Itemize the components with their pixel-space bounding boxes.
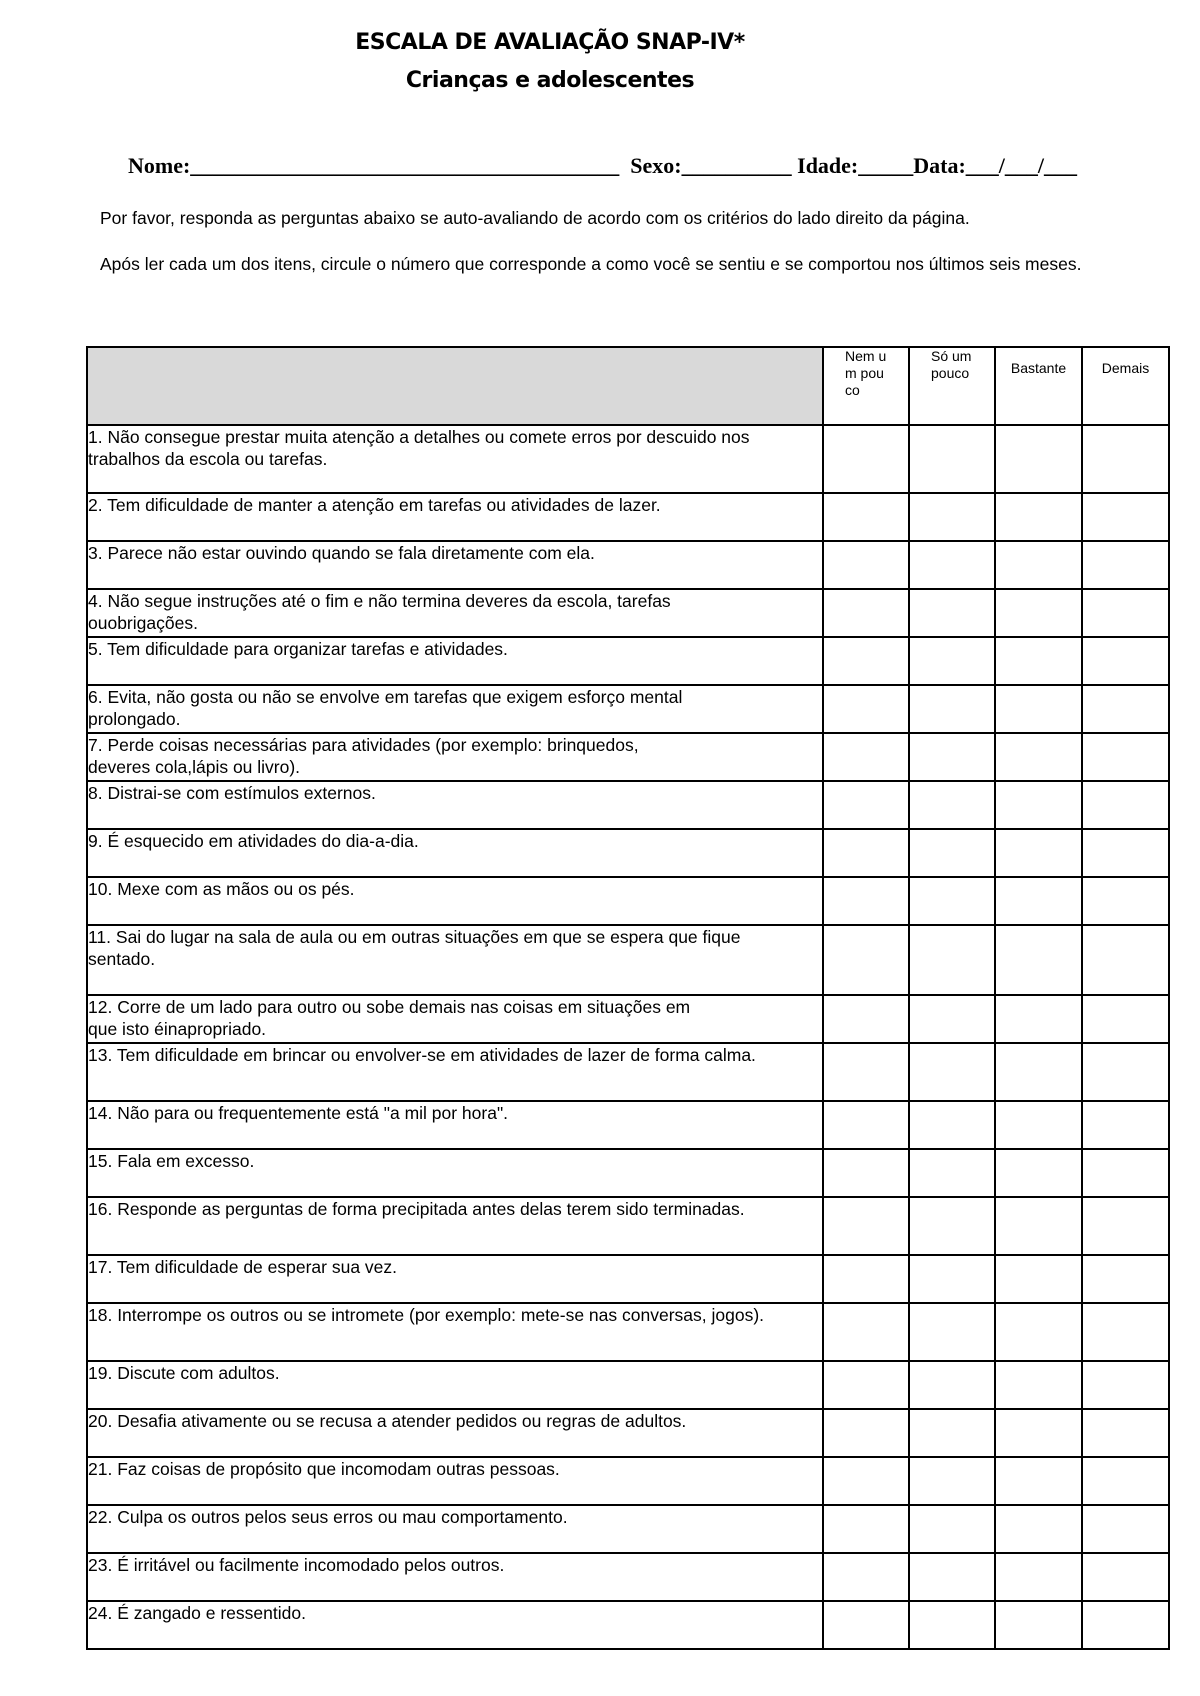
answer-cell-nem-um-pouco[interactable] — [823, 541, 909, 589]
question-row — [87, 733, 1169, 781]
answer-cell-demais[interactable] — [1082, 1457, 1169, 1505]
answer-cell-nem-um-pouco[interactable] — [823, 733, 909, 781]
column-header-demais: Demais — [1082, 347, 1169, 425]
question-row — [87, 1043, 1169, 1101]
question-row — [87, 995, 1169, 1043]
header-blank-cell — [87, 347, 823, 425]
answer-cell-demais[interactable] — [1082, 1043, 1169, 1101]
answer-cell-bastante[interactable] — [995, 995, 1082, 1043]
answer-cell-nem-um-pouco[interactable] — [823, 1505, 909, 1553]
answer-cell-bastante[interactable] — [995, 1043, 1082, 1101]
answer-cell-nem-um-pouco[interactable] — [823, 781, 909, 829]
answer-cell-nem-um-pouco[interactable] — [823, 589, 909, 637]
answer-cell-demais[interactable] — [1082, 995, 1169, 1043]
question-row — [87, 1101, 1169, 1149]
answer-cell-bastante[interactable] — [995, 1601, 1082, 1649]
answer-cell-bastante[interactable] — [995, 541, 1082, 589]
question-row — [87, 1553, 1169, 1601]
answer-cell-so-um-pouco[interactable] — [909, 1361, 995, 1409]
instruction-2: Após ler cada um dos itens, circule o número que corresponde a como você se sentiu e se comportou nos últimos seis meses. — [100, 254, 1082, 274]
question-text: 21. Faz coisas de propósito que incomodam outras pessoas. — [87, 1457, 823, 1505]
answer-cell-bastante[interactable] — [995, 1457, 1082, 1505]
answer-cell-bastante[interactable] — [995, 925, 1082, 995]
answer-cell-demais[interactable] — [1082, 1101, 1169, 1149]
column-header-nem-um-pouco: Nem um pouco — [823, 347, 909, 425]
answer-cell-nem-um-pouco[interactable] — [823, 493, 909, 541]
answer-cell-bastante[interactable] — [995, 1197, 1082, 1255]
answer-cell-so-um-pouco[interactable] — [909, 1553, 995, 1601]
answer-cell-so-um-pouco[interactable] — [909, 1303, 995, 1361]
question-text: 17. Tem dificuldade de esperar sua vez. — [87, 1255, 823, 1303]
question-text: 15. Fala em excesso. — [87, 1149, 823, 1197]
answer-cell-demais[interactable] — [1082, 877, 1169, 925]
answer-cell-demais[interactable] — [1082, 1361, 1169, 1409]
answer-cell-bastante[interactable] — [995, 685, 1082, 733]
question-text: 3. Parece não estar ouvindo quando se fala diretamente com ela. — [87, 541, 823, 589]
answer-cell-bastante[interactable] — [995, 877, 1082, 925]
respondent-fields: Nome:_______________________________________ Sexo:__________ Idade:_____Data:___/___/___ — [128, 153, 1078, 178]
question-text: 11. Sai do lugar na sala de aula ou em outras situações em que se espera que fique sentado. — [87, 925, 823, 995]
answer-cell-demais[interactable] — [1082, 1197, 1169, 1255]
question-text: 10. Mexe com as mãos ou os pés. — [87, 877, 823, 925]
question-row — [87, 541, 1169, 589]
question-text: 2. Tem dificuldade de manter a atenção em tarefas ou atividades de lazer. — [87, 493, 823, 541]
answer-cell-demais[interactable] — [1082, 541, 1169, 589]
answer-cell-bastante[interactable] — [995, 1505, 1082, 1553]
question-row — [87, 877, 1169, 925]
answer-cell-bastante[interactable] — [995, 1149, 1082, 1197]
question-row — [87, 1505, 1169, 1553]
question-row — [87, 493, 1169, 541]
answer-cell-nem-um-pouco[interactable] — [823, 1553, 909, 1601]
question-row — [87, 1149, 1169, 1197]
answer-cell-so-um-pouco[interactable] — [909, 781, 995, 829]
answer-cell-nem-um-pouco[interactable] — [823, 637, 909, 685]
answer-cell-so-um-pouco[interactable] — [909, 1255, 995, 1303]
form-title: ESCALA DE AVALIAÇÃO SNAP-IV* — [355, 30, 745, 55]
answer-cell-demais[interactable] — [1082, 1149, 1169, 1197]
question-text: 4. Não segue instruções até o fim e não termina deveres da escola, tarefas ouobrigações. — [87, 589, 823, 637]
answer-cell-so-um-pouco[interactable] — [909, 1601, 995, 1649]
question-row — [87, 589, 1169, 637]
question-row — [87, 1303, 1169, 1361]
answer-cell-bastante[interactable] — [995, 493, 1082, 541]
answer-cell-so-um-pouco[interactable] — [909, 1197, 995, 1255]
answer-cell-nem-um-pouco[interactable] — [823, 829, 909, 877]
answer-cell-bastante[interactable] — [995, 425, 1082, 493]
answer-cell-nem-um-pouco[interactable] — [823, 1409, 909, 1457]
answer-cell-nem-um-pouco[interactable] — [823, 1255, 909, 1303]
answer-cell-nem-um-pouco[interactable] — [823, 1303, 909, 1361]
answer-cell-so-um-pouco[interactable] — [909, 541, 995, 589]
question-text: 18. Interrompe os outros ou se intromete (por exemplo: mete-se nas conversas, jogos). — [87, 1303, 823, 1361]
question-text: 7. Perde coisas necessárias para atividades (por exemplo: brinquedos, deveres cola,lápis ou livro). — [87, 733, 823, 781]
answer-cell-so-um-pouco[interactable] — [909, 1043, 995, 1101]
answer-cell-nem-um-pouco[interactable] — [823, 925, 909, 995]
answer-cell-nem-um-pouco[interactable] — [823, 425, 909, 493]
form-subtitle: Crianças e adolescentes — [405, 68, 695, 93]
answer-cell-demais[interactable] — [1082, 1553, 1169, 1601]
column-header-bastante: Bastante — [995, 347, 1082, 425]
answer-cell-demais[interactable] — [1082, 589, 1169, 637]
answer-cell-so-um-pouco[interactable] — [909, 995, 995, 1043]
rating-table — [86, 346, 1170, 1650]
answer-cell-demais[interactable] — [1082, 1505, 1169, 1553]
question-row — [87, 1255, 1169, 1303]
question-text: 19. Discute com adultos. — [87, 1361, 823, 1409]
answer-cell-bastante[interactable] — [995, 733, 1082, 781]
answer-cell-demais[interactable] — [1082, 829, 1169, 877]
question-row — [87, 1457, 1169, 1505]
question-row — [87, 829, 1169, 877]
answer-cell-demais[interactable] — [1082, 1255, 1169, 1303]
answer-cell-demais[interactable] — [1082, 685, 1169, 733]
answer-cell-nem-um-pouco[interactable] — [823, 1101, 909, 1149]
question-row — [87, 1601, 1169, 1649]
answer-cell-demais[interactable] — [1082, 781, 1169, 829]
question-text: 13. Tem dificuldade em brincar ou envolver-se em atividades de lazer de forma calma. — [87, 1043, 823, 1101]
answer-cell-bastante[interactable] — [995, 829, 1082, 877]
answer-cell-so-um-pouco[interactable] — [909, 1505, 995, 1553]
answer-cell-so-um-pouco[interactable] — [909, 925, 995, 995]
answer-cell-demais[interactable] — [1082, 1303, 1169, 1361]
answer-cell-bastante[interactable] — [995, 781, 1082, 829]
answer-cell-so-um-pouco[interactable] — [909, 1409, 995, 1457]
answer-cell-bastante[interactable] — [995, 637, 1082, 685]
answer-cell-nem-um-pouco[interactable] — [823, 685, 909, 733]
answer-cell-demais[interactable] — [1082, 425, 1169, 493]
question-text: 24. É zangado e ressentido. — [87, 1601, 823, 1649]
instruction-1: Por favor, responda as perguntas abaixo se auto-avaliando de acordo com os critérios do lado direito da página. — [100, 208, 970, 228]
answer-cell-so-um-pouco[interactable] — [909, 1457, 995, 1505]
answer-cell-so-um-pouco[interactable] — [909, 637, 995, 685]
answer-cell-nem-um-pouco[interactable] — [823, 995, 909, 1043]
question-text: 6. Evita, não gosta ou não se envolve em tarefas que exigem esforço mental prolongado. — [87, 685, 823, 733]
answer-cell-so-um-pouco[interactable] — [909, 685, 995, 733]
answer-cell-nem-um-pouco[interactable] — [823, 1149, 909, 1197]
question-text: 8. Distrai-se com estímulos externos. — [87, 781, 823, 829]
question-text: 1. Não consegue prestar muita atenção a detalhes ou comete erros por descuido nos trabalhos da escola ou tarefas. — [87, 425, 823, 493]
answer-cell-nem-um-pouco[interactable] — [823, 1457, 909, 1505]
question-row — [87, 925, 1169, 995]
answer-cell-bastante[interactable] — [995, 1361, 1082, 1409]
question-row — [87, 425, 1169, 493]
answer-cell-so-um-pouco[interactable] — [909, 493, 995, 541]
question-text: 23. É irritável ou facilmente incomodado pelos outros. — [87, 1553, 823, 1601]
question-text: 16. Responde as perguntas de forma precipitada antes delas terem sido terminadas. — [87, 1197, 823, 1255]
answer-cell-nem-um-pouco[interactable] — [823, 1601, 909, 1649]
question-row — [87, 1409, 1169, 1457]
question-text: 9. É esquecido em atividades do dia-a-dia. — [87, 829, 823, 877]
answer-cell-nem-um-pouco[interactable] — [823, 1197, 909, 1255]
answer-cell-so-um-pouco[interactable] — [909, 877, 995, 925]
answer-cell-demais[interactable] — [1082, 1409, 1169, 1457]
answer-cell-bastante[interactable] — [995, 589, 1082, 637]
answer-cell-demais[interactable] — [1082, 733, 1169, 781]
question-row — [87, 637, 1169, 685]
answer-cell-so-um-pouco[interactable] — [909, 1149, 995, 1197]
answer-cell-so-um-pouco[interactable] — [909, 1101, 995, 1149]
question-row — [87, 685, 1169, 733]
answer-cell-so-um-pouco[interactable] — [909, 733, 995, 781]
answer-cell-so-um-pouco[interactable] — [909, 589, 995, 637]
answer-cell-demais[interactable] — [1082, 637, 1169, 685]
answer-cell-demais[interactable] — [1082, 493, 1169, 541]
answer-cell-demais[interactable] — [1082, 925, 1169, 995]
answer-cell-nem-um-pouco[interactable] — [823, 877, 909, 925]
question-text: 12. Corre de um lado para outro ou sobe demais nas coisas em situações em que isto éinapropriado. — [87, 995, 823, 1043]
answer-cell-demais[interactable] — [1082, 1601, 1169, 1649]
answer-cell-bastante[interactable] — [995, 1409, 1082, 1457]
answer-cell-so-um-pouco[interactable] — [909, 829, 995, 877]
question-text: 20. Desafia ativamente ou se recusa a atender pedidos ou regras de adultos. — [87, 1409, 823, 1457]
question-text: 5. Tem dificuldade para organizar tarefas e atividades. — [87, 637, 823, 685]
answer-cell-bastante[interactable] — [995, 1553, 1082, 1601]
question-row — [87, 1197, 1169, 1255]
answer-cell-nem-um-pouco[interactable] — [823, 1043, 909, 1101]
column-header-so-um-pouco: Só um pouco — [909, 347, 995, 425]
answer-cell-bastante[interactable] — [995, 1303, 1082, 1361]
answer-cell-bastante[interactable] — [995, 1101, 1082, 1149]
answer-cell-so-um-pouco[interactable] — [909, 425, 995, 493]
answer-cell-bastante[interactable] — [995, 1255, 1082, 1303]
question-text: 14. Não para ou frequentemente está "a mil por hora". — [87, 1101, 823, 1149]
question-row — [87, 1361, 1169, 1409]
answer-cell-nem-um-pouco[interactable] — [823, 1361, 909, 1409]
question-text: 22. Culpa os outros pelos seus erros ou mau comportamento. — [87, 1505, 823, 1553]
question-row — [87, 781, 1169, 829]
